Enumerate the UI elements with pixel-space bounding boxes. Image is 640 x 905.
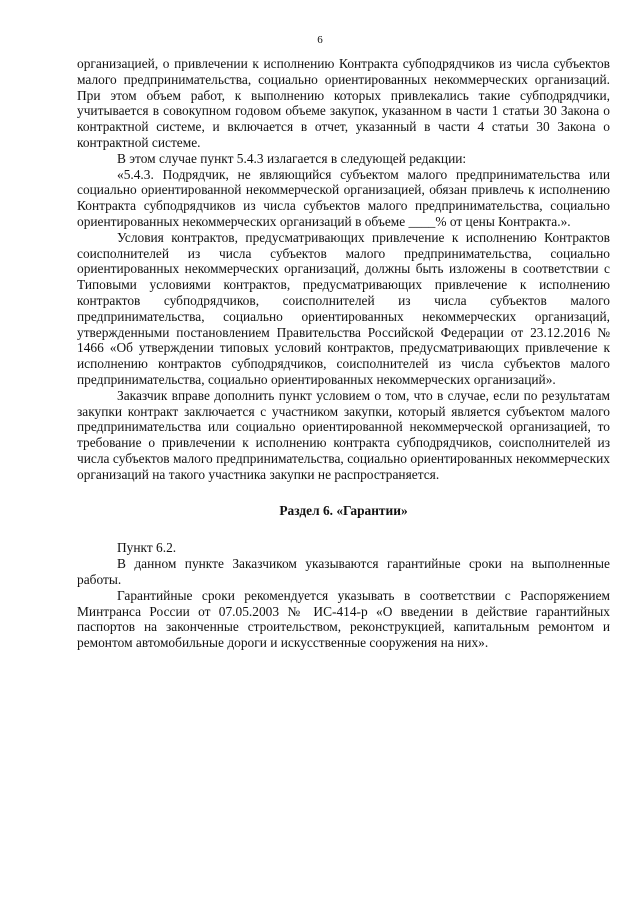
paragraph-point-6-2: Пункт 6.2. [117,540,177,556]
section-heading: Раздел 6. «Гарантии» [279,502,408,518]
paragraph-warranty-periods: Гарантийные сроки рекомендуется указывать в соответствии с Распоряжением Минтранса России от 07.05.2003 № ИС-414-р «О введении в действие гарантийных паспортов на законченные строительством, реконструкцией, капитальным ремонтом и ремонтом автомобильные дороги и искусственные сооружения на них». [77,587,610,651]
paragraph-continuation: организацией, о привлечении к исполнению Контракта субподрядчиков из числа субъектов малого предпринимательства, социально ориентированных некоммерческих организаций. При этом объем работ, к выполнению которых привлекались такие субподрядчики, учитывается в совокупном годовом объеме закупок, указанном в части 1 статьи 30 Закона о контрактной системе, и включается в отчет, указанный в части 4 статьи 30 Закона о контрактной системе. [77,56,610,150]
page-number: 6 [317,34,323,46]
paragraph-clause-intro: В этом случае пункт 5.4.3 излагается в следующей редакции: [117,150,467,166]
paragraph-customer-right: Заказчик вправе дополнить пункт условием о том, что в случае, если по результатам закупки контракт заключается с участником закупки, который является субъектом малого предпринимательства или социально ориентированной некоммерческой организацией, то требование о привлечении к исполнению контракта субподрядчиков, соисполнителей из числа субъектов малого предпринимательства, социально ориентированных некоммерческих организаций на такого участника закупки не распространяется. [77,387,610,482]
paragraph-contract-conditions: Условия контрактов, предусматривающих привлечение к исполнению Контрактов соисполнителей из числа субъектов малого предпринимательства, социально ориентированных некоммерческих организаций, должны быть изложены в соответствии с Типовыми условиями контрактов, предусматривающих привлечение к исполнению контрактов субподрядчиков, соисполнителей из числа субъектов малого предпринимательства, социально ориентированных некоммерческих организаций, утвержденными постановлением Правительства Российской Федерации от 23.12.2016 № 1466 «Об утверждении типовых условий контрактов, предусматривающих привлечение к исполнению контрактов субподрядчиков, соисполнителей из числа субъектов малого предпринимательства, социально ориентированных некоммерческих организаций». [77,229,610,387]
document-body [77,56,610,651]
paragraph-warranty-note: В данном пункте Заказчиком указываются гарантийные сроки на выполненные работы. [77,556,610,587]
paragraph-clause-5-4-3: «5.4.3. Подрядчик, не являющийся субъектом малого предпринимательства или социально ориентированной некоммерческой организацией, обязан привлечь к исполнению Контракта субподрядчиков из числа субъектов малого предпринимательства, социально ориентированных некоммерческих организаций в объеме ____% от цены Контракта.». [77,166,610,229]
